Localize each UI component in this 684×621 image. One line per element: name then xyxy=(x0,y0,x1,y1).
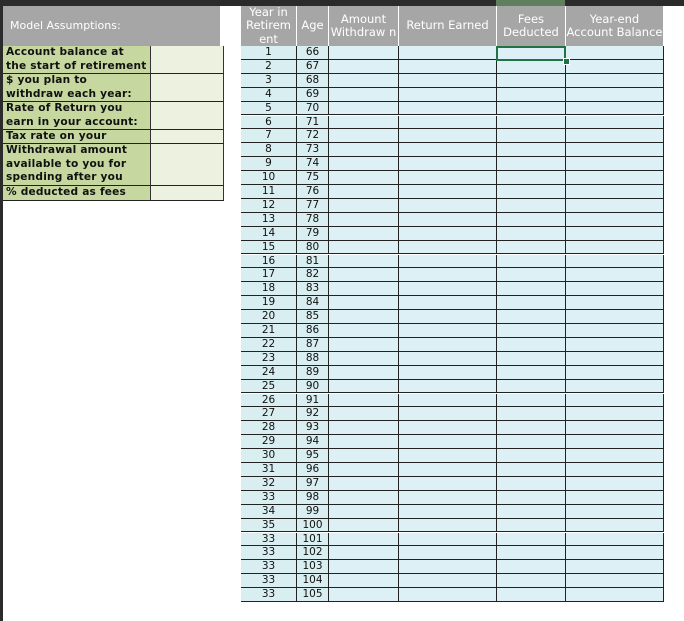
age-cell[interactable]: 74 xyxy=(297,157,329,171)
fees-deducted-cell[interactable] xyxy=(497,143,566,157)
fees-deducted-cell[interactable] xyxy=(497,477,566,491)
year-cell[interactable]: 32 xyxy=(241,477,297,491)
fees-deducted-cell[interactable] xyxy=(497,560,566,574)
return-earned-cell[interactable] xyxy=(399,338,497,352)
return-earned-cell[interactable] xyxy=(399,282,497,296)
age-cell[interactable]: 86 xyxy=(297,324,329,338)
year-cell[interactable]: 29 xyxy=(241,435,297,449)
amount-withdrawn-cell[interactable] xyxy=(329,102,399,116)
fees-deducted-cell[interactable] xyxy=(497,199,566,213)
assumption-label: $ you plan to withdraw each year: xyxy=(3,74,151,102)
age-cell[interactable]: 89 xyxy=(297,366,329,380)
fees-deducted-cell[interactable] xyxy=(497,241,566,255)
amount-withdrawn-cell[interactable] xyxy=(329,157,399,171)
year-end-balance-cell[interactable] xyxy=(566,519,664,533)
amount-withdrawn-cell[interactable] xyxy=(329,435,399,449)
age-cell[interactable]: 84 xyxy=(297,296,329,310)
amount-withdrawn-cell[interactable] xyxy=(329,268,399,282)
assumption-input[interactable] xyxy=(151,46,224,74)
year-cell[interactable]: 2 xyxy=(241,60,297,74)
year-cell[interactable]: 12 xyxy=(241,199,297,213)
year-end-balance-cell[interactable] xyxy=(566,366,664,380)
age-cell[interactable]: 91 xyxy=(297,394,329,408)
amount-withdrawn-cell[interactable] xyxy=(329,116,399,130)
age-cell[interactable]: 97 xyxy=(297,477,329,491)
age-cell[interactable]: 103 xyxy=(297,560,329,574)
return-earned-cell[interactable] xyxy=(399,560,497,574)
fees-deducted-cell[interactable] xyxy=(497,505,566,519)
year-end-balance-cell[interactable] xyxy=(566,435,664,449)
year-cell[interactable]: 26 xyxy=(241,394,297,408)
fees-deducted-cell[interactable] xyxy=(497,116,566,130)
return-earned-cell[interactable] xyxy=(399,227,497,241)
return-earned-cell[interactable] xyxy=(399,324,497,338)
year-cell[interactable]: 7 xyxy=(241,129,297,143)
amount-withdrawn-cell[interactable] xyxy=(329,519,399,533)
return-earned-cell[interactable] xyxy=(399,407,497,421)
amount-withdrawn-cell[interactable] xyxy=(329,213,399,227)
fees-deducted-cell[interactable] xyxy=(497,546,566,560)
return-earned-cell[interactable] xyxy=(399,185,497,199)
year-end-balance-cell[interactable] xyxy=(566,171,664,185)
amount-withdrawn-cell[interactable] xyxy=(329,394,399,408)
age-cell[interactable]: 70 xyxy=(297,102,329,116)
year-cell[interactable]: 1 xyxy=(241,46,297,60)
return-earned-cell[interactable] xyxy=(399,533,497,547)
year-cell[interactable]: 22 xyxy=(241,338,297,352)
amount-withdrawn-cell[interactable] xyxy=(329,241,399,255)
age-cell[interactable]: 92 xyxy=(297,407,329,421)
age-cell[interactable]: 94 xyxy=(297,435,329,449)
return-earned-cell[interactable] xyxy=(399,129,497,143)
year-cell[interactable]: 8 xyxy=(241,143,297,157)
fees-deducted-cell[interactable] xyxy=(497,491,566,505)
year-cell[interactable]: 28 xyxy=(241,421,297,435)
return-earned-cell[interactable] xyxy=(399,588,497,602)
year-end-balance-cell[interactable] xyxy=(566,129,664,143)
year-end-balance-header[interactable]: Year-end Account Balance xyxy=(566,6,664,46)
year-cell[interactable]: 19 xyxy=(241,296,297,310)
fees-deducted-cell[interactable] xyxy=(497,366,566,380)
year-end-balance-cell[interactable] xyxy=(566,227,664,241)
fees-deducted-cell[interactable] xyxy=(497,588,566,602)
age-cell[interactable]: 105 xyxy=(297,588,329,602)
amount-withdrawn-cell[interactable] xyxy=(329,505,399,519)
fees-deducted-cell[interactable] xyxy=(497,338,566,352)
assumption-input[interactable] xyxy=(151,74,224,102)
year-end-balance-cell[interactable] xyxy=(566,463,664,477)
year-cell[interactable]: 10 xyxy=(241,171,297,185)
amount-withdrawn-cell[interactable] xyxy=(329,310,399,324)
fees-deducted-cell[interactable] xyxy=(497,310,566,324)
return-earned-cell[interactable] xyxy=(399,268,497,282)
return-earned-cell[interactable] xyxy=(399,491,497,505)
return-earned-cell[interactable] xyxy=(399,213,497,227)
return-earned-cell[interactable] xyxy=(399,449,497,463)
return-earned-cell[interactable] xyxy=(399,88,497,102)
amount-withdrawn-cell[interactable] xyxy=(329,199,399,213)
year-end-balance-cell[interactable] xyxy=(566,338,664,352)
age-cell[interactable]: 87 xyxy=(297,338,329,352)
fees-deducted-cell[interactable] xyxy=(497,74,566,88)
year-header[interactable]: Year in Retirem ent xyxy=(241,6,297,46)
year-end-balance-cell[interactable] xyxy=(566,352,664,366)
year-end-balance-cell[interactable] xyxy=(566,546,664,560)
fees-deducted-cell[interactable] xyxy=(497,60,566,74)
amount-withdrawn-cell[interactable] xyxy=(329,588,399,602)
year-end-balance-cell[interactable] xyxy=(566,241,664,255)
year-cell[interactable]: 11 xyxy=(241,185,297,199)
amount-withdrawn-cell[interactable] xyxy=(329,338,399,352)
return-earned-cell[interactable] xyxy=(399,394,497,408)
fees-deducted-cell[interactable] xyxy=(497,449,566,463)
age-cell[interactable]: 101 xyxy=(297,533,329,547)
year-end-balance-cell[interactable] xyxy=(566,116,664,130)
amount-withdrawn-cell[interactable] xyxy=(329,491,399,505)
age-cell[interactable]: 73 xyxy=(297,143,329,157)
fees-deducted-cell[interactable] xyxy=(497,268,566,282)
year-cell[interactable]: 13 xyxy=(241,213,297,227)
amount-withdrawn-cell[interactable] xyxy=(329,296,399,310)
fees-deducted-cell[interactable] xyxy=(497,394,566,408)
year-cell[interactable]: 6 xyxy=(241,116,297,130)
amount-withdrawn-cell[interactable] xyxy=(329,129,399,143)
year-cell[interactable]: 25 xyxy=(241,380,297,394)
age-cell[interactable]: 99 xyxy=(297,505,329,519)
age-cell[interactable]: 69 xyxy=(297,88,329,102)
assumption-label: % deducted as fees xyxy=(3,186,151,201)
assumption-label: Rate of Return you earn in your account: xyxy=(3,102,151,130)
amount-withdrawn-cell[interactable] xyxy=(329,574,399,588)
age-cell[interactable]: 77 xyxy=(297,199,329,213)
return-earned-cell[interactable] xyxy=(399,352,497,366)
age-cell[interactable]: 79 xyxy=(297,227,329,241)
fees-deducted-cell[interactable] xyxy=(497,102,566,116)
amount-withdrawn-cell[interactable] xyxy=(329,560,399,574)
fees-deducted-cell[interactable] xyxy=(497,171,566,185)
year-cell[interactable]: 20 xyxy=(241,310,297,324)
age-cell[interactable]: 68 xyxy=(297,74,329,88)
year-end-balance-cell[interactable] xyxy=(566,296,664,310)
assumption-label: Account balance at the start of retirement xyxy=(3,46,151,74)
age-cell[interactable]: 80 xyxy=(297,241,329,255)
model-assumptions-header[interactable]: Model Assumptions: xyxy=(3,6,221,46)
return-earned-cell[interactable] xyxy=(399,505,497,519)
fees-deducted-cell[interactable] xyxy=(497,213,566,227)
year-cell[interactable]: 18 xyxy=(241,282,297,296)
year-cell[interactable]: 3 xyxy=(241,74,297,88)
year-end-balance-cell[interactable] xyxy=(566,199,664,213)
amount-withdrawn-cell[interactable] xyxy=(329,533,399,547)
return-earned-cell[interactable] xyxy=(399,477,497,491)
year-end-balance-cell[interactable] xyxy=(566,282,664,296)
fees-deducted-cell[interactable] xyxy=(497,324,566,338)
assumption-label: Withdrawal amount available to you for spending after you xyxy=(3,144,151,186)
year-cell[interactable]: 33 xyxy=(241,588,297,602)
age-cell[interactable]: 85 xyxy=(297,310,329,324)
return-earned-cell[interactable] xyxy=(399,46,497,60)
return-earned-cell[interactable] xyxy=(399,546,497,560)
age-cell[interactable]: 83 xyxy=(297,282,329,296)
year-cell[interactable]: 33 xyxy=(241,533,297,547)
age-cell[interactable]: 67 xyxy=(297,60,329,74)
fees-deducted-cell[interactable] xyxy=(497,255,566,269)
year-end-balance-cell[interactable] xyxy=(566,143,664,157)
amount-withdrawn-header[interactable]: Amount Withdraw n xyxy=(329,6,399,46)
fees-deducted-cell[interactable] xyxy=(497,533,566,547)
year-cell[interactable]: 17 xyxy=(241,268,297,282)
year-end-balance-cell[interactable] xyxy=(566,407,664,421)
age-cell[interactable]: 102 xyxy=(297,546,329,560)
fees-deducted-cell[interactable] xyxy=(497,227,566,241)
year-end-balance-cell[interactable] xyxy=(566,46,664,60)
return-earned-cell[interactable] xyxy=(399,74,497,88)
age-cell[interactable]: 96 xyxy=(297,463,329,477)
amount-withdrawn-cell[interactable] xyxy=(329,74,399,88)
fees-deducted-cell[interactable] xyxy=(497,407,566,421)
year-end-balance-cell[interactable] xyxy=(566,60,664,74)
fees-deducted-cell[interactable] xyxy=(497,435,566,449)
fees-deducted-header[interactable]: Fees Deducted xyxy=(497,6,566,46)
assumption-input[interactable] xyxy=(151,144,224,186)
year-cell[interactable]: 31 xyxy=(241,463,297,477)
age-cell[interactable]: 98 xyxy=(297,491,329,505)
year-end-balance-cell[interactable] xyxy=(566,157,664,171)
amount-withdrawn-cell[interactable] xyxy=(329,60,399,74)
amount-withdrawn-cell[interactable] xyxy=(329,421,399,435)
year-end-balance-cell[interactable] xyxy=(566,310,664,324)
fees-deducted-cell[interactable] xyxy=(497,421,566,435)
year-end-balance-cell[interactable] xyxy=(566,394,664,408)
fees-deducted-cell[interactable] xyxy=(497,519,566,533)
age-cell[interactable]: 88 xyxy=(297,352,329,366)
age-cell[interactable]: 71 xyxy=(297,116,329,130)
return-earned-cell[interactable] xyxy=(399,296,497,310)
age-cell[interactable]: 95 xyxy=(297,449,329,463)
fees-deducted-cell[interactable] xyxy=(497,463,566,477)
year-cell[interactable]: 27 xyxy=(241,407,297,421)
fees-deducted-cell[interactable] xyxy=(497,157,566,171)
active-cell-selection[interactable] xyxy=(496,46,566,61)
year-end-balance-cell[interactable] xyxy=(566,255,664,269)
return-earned-cell[interactable] xyxy=(399,143,497,157)
amount-withdrawn-cell[interactable] xyxy=(329,227,399,241)
year-end-balance-cell[interactable] xyxy=(566,421,664,435)
return-earned-cell[interactable] xyxy=(399,519,497,533)
amount-withdrawn-cell[interactable] xyxy=(329,324,399,338)
return-earned-cell[interactable] xyxy=(399,102,497,116)
year-end-balance-cell[interactable] xyxy=(566,88,664,102)
year-cell[interactable]: 35 xyxy=(241,519,297,533)
return-earned-cell[interactable] xyxy=(399,157,497,171)
fees-deducted-cell[interactable] xyxy=(497,185,566,199)
return-earned-header[interactable]: Return Earned xyxy=(399,6,497,46)
return-earned-cell[interactable] xyxy=(399,171,497,185)
year-end-balance-cell[interactable] xyxy=(566,574,664,588)
year-end-balance-cell[interactable] xyxy=(566,102,664,116)
amount-withdrawn-cell[interactable] xyxy=(329,366,399,380)
age-cell[interactable]: 75 xyxy=(297,171,329,185)
year-cell[interactable]: 23 xyxy=(241,352,297,366)
amount-withdrawn-cell[interactable] xyxy=(329,88,399,102)
year-cell[interactable]: 9 xyxy=(241,157,297,171)
amount-withdrawn-cell[interactable] xyxy=(329,255,399,269)
assumption-input[interactable] xyxy=(151,102,224,130)
fill-handle[interactable] xyxy=(563,58,570,65)
amount-withdrawn-cell[interactable] xyxy=(329,546,399,560)
year-cell[interactable]: 21 xyxy=(241,324,297,338)
amount-withdrawn-cell[interactable] xyxy=(329,380,399,394)
year-cell[interactable]: 33 xyxy=(241,491,297,505)
year-end-balance-cell[interactable] xyxy=(566,505,664,519)
year-end-balance-cell[interactable] xyxy=(566,380,664,394)
return-earned-cell[interactable] xyxy=(399,255,497,269)
year-cell[interactable]: 4 xyxy=(241,88,297,102)
assumption-input[interactable] xyxy=(151,186,224,201)
age-cell[interactable]: 81 xyxy=(297,255,329,269)
age-cell[interactable]: 93 xyxy=(297,421,329,435)
return-earned-cell[interactable] xyxy=(399,60,497,74)
year-end-balance-cell[interactable] xyxy=(566,560,664,574)
amount-withdrawn-cell[interactable] xyxy=(329,46,399,60)
year-cell[interactable]: 33 xyxy=(241,560,297,574)
return-earned-cell[interactable] xyxy=(399,241,497,255)
return-earned-cell[interactable] xyxy=(399,116,497,130)
age-cell[interactable]: 100 xyxy=(297,519,329,533)
return-earned-cell[interactable] xyxy=(399,435,497,449)
age-cell[interactable]: 104 xyxy=(297,574,329,588)
amount-withdrawn-cell[interactable] xyxy=(329,352,399,366)
year-cell[interactable]: 33 xyxy=(241,574,297,588)
year-end-balance-cell[interactable] xyxy=(566,449,664,463)
amount-withdrawn-cell[interactable] xyxy=(329,449,399,463)
amount-withdrawn-cell[interactable] xyxy=(329,185,399,199)
amount-withdrawn-cell[interactable] xyxy=(329,463,399,477)
fees-deducted-cell[interactable] xyxy=(497,574,566,588)
amount-withdrawn-cell[interactable] xyxy=(329,282,399,296)
fees-deducted-cell[interactable] xyxy=(497,352,566,366)
fees-deducted-cell[interactable] xyxy=(497,129,566,143)
return-earned-cell[interactable] xyxy=(399,463,497,477)
amount-withdrawn-cell[interactable] xyxy=(329,477,399,491)
age-cell[interactable]: 90 xyxy=(297,380,329,394)
year-cell[interactable]: 24 xyxy=(241,366,297,380)
assumption-label: Tax rate on your xyxy=(3,130,151,144)
year-cell[interactable]: 30 xyxy=(241,449,297,463)
return-earned-cell[interactable] xyxy=(399,421,497,435)
year-end-balance-cell[interactable] xyxy=(566,268,664,282)
amount-withdrawn-cell[interactable] xyxy=(329,143,399,157)
amount-withdrawn-cell[interactable] xyxy=(329,407,399,421)
age-header[interactable]: Age xyxy=(297,6,329,46)
return-earned-cell[interactable] xyxy=(399,310,497,324)
fees-deducted-cell[interactable] xyxy=(497,296,566,310)
age-cell[interactable]: 72 xyxy=(297,129,329,143)
return-earned-cell[interactable] xyxy=(399,380,497,394)
year-cell[interactable]: 5 xyxy=(241,102,297,116)
return-earned-cell[interactable] xyxy=(399,366,497,380)
fees-deducted-cell[interactable] xyxy=(497,282,566,296)
year-end-balance-cell[interactable] xyxy=(566,213,664,227)
year-end-balance-cell[interactable] xyxy=(566,74,664,88)
fees-deducted-cell[interactable] xyxy=(497,88,566,102)
age-cell[interactable]: 66 xyxy=(297,46,329,60)
year-cell[interactable]: 34 xyxy=(241,505,297,519)
age-cell[interactable]: 82 xyxy=(297,268,329,282)
year-end-balance-cell[interactable] xyxy=(566,588,664,602)
year-end-balance-cell[interactable] xyxy=(566,324,664,338)
year-end-balance-cell[interactable] xyxy=(566,533,664,547)
year-end-balance-cell[interactable] xyxy=(566,185,664,199)
age-cell[interactable]: 78 xyxy=(297,213,329,227)
return-earned-cell[interactable] xyxy=(399,574,497,588)
year-end-balance-cell[interactable] xyxy=(566,491,664,505)
year-cell[interactable]: 15 xyxy=(241,241,297,255)
year-end-balance-cell[interactable] xyxy=(566,477,664,491)
fees-deducted-cell[interactable] xyxy=(497,380,566,394)
year-cell[interactable]: 14 xyxy=(241,227,297,241)
age-cell[interactable]: 76 xyxy=(297,185,329,199)
amount-withdrawn-cell[interactable] xyxy=(329,171,399,185)
assumption-input[interactable] xyxy=(151,130,224,144)
return-earned-cell[interactable] xyxy=(399,199,497,213)
year-cell[interactable]: 16 xyxy=(241,255,297,269)
year-cell[interactable]: 33 xyxy=(241,546,297,560)
